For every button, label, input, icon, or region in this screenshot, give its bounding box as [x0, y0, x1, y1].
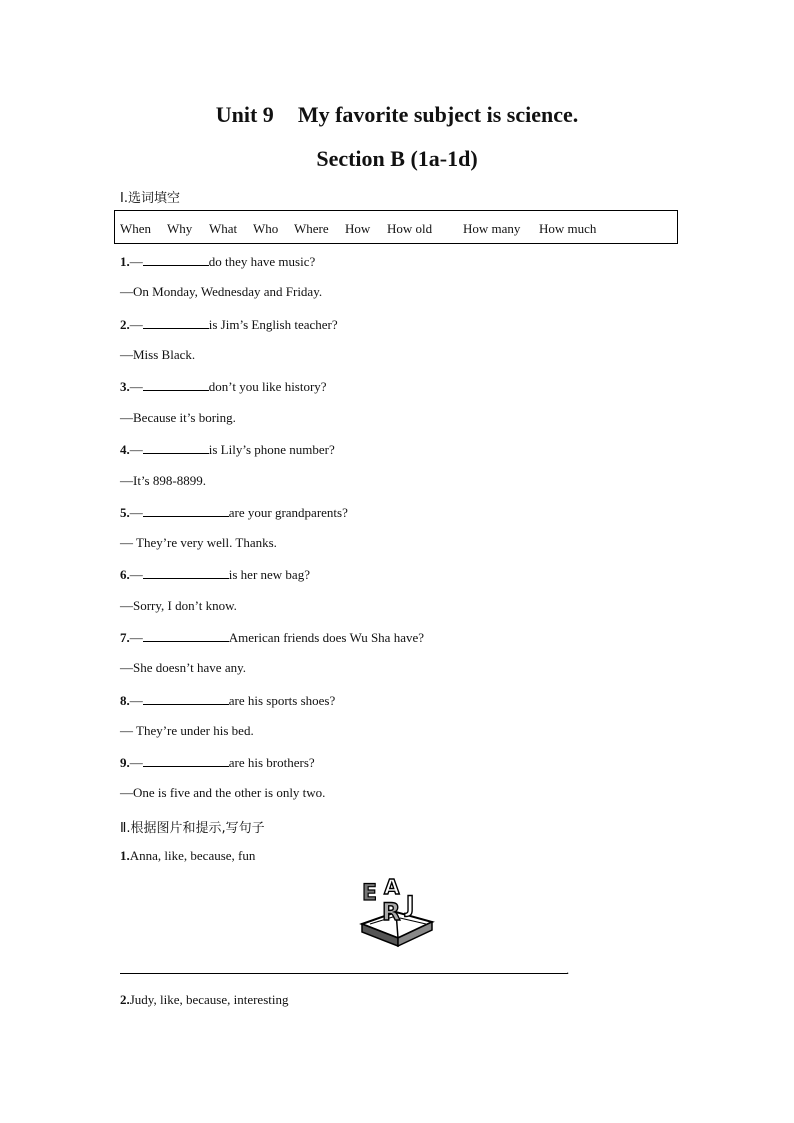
question-number: 5.	[120, 505, 130, 520]
answer-blank-5[interactable]	[143, 504, 229, 517]
question-4	[120, 441, 335, 458]
answer-line-end: .	[566, 962, 570, 977]
section-title: Section B (1a-1d)	[316, 146, 478, 171]
unit-title	[0, 102, 794, 128]
answer-blank-9[interactable]	[143, 754, 229, 767]
letter-r-glyph: R	[382, 898, 401, 926]
question-number: 3.	[120, 379, 130, 394]
answer-blank-8[interactable]	[143, 692, 229, 705]
word-bank-item: How much	[539, 221, 597, 236]
prompt-text: Anna, like, because, fun	[129, 848, 256, 863]
question-6	[120, 566, 310, 583]
answer-4: —It’s 898-8899.	[120, 473, 206, 488]
dash: —	[129, 630, 143, 645]
question-number: 1.	[120, 254, 130, 269]
word-bank-item: How	[345, 221, 371, 236]
answer-blank-4[interactable]	[143, 441, 209, 454]
letter-j-glyph: J	[406, 893, 415, 918]
word-bank-item: Who	[253, 221, 279, 236]
question-text: don’t you like history?	[208, 379, 327, 394]
dash: —	[129, 317, 143, 332]
letter-e-glyph: E	[362, 881, 378, 906]
answer-6: —Sorry, I don’t know.	[120, 598, 237, 613]
answer-5: — They’re very well. Thanks.	[120, 535, 277, 550]
prompt-2	[120, 992, 288, 1008]
answer-blank-6[interactable]	[143, 566, 229, 579]
part1-heading: Ⅰ.选词填空	[120, 191, 180, 206]
question-number: 7.	[120, 630, 130, 645]
question-text: are his sports shoes?	[228, 693, 336, 708]
dash: —	[129, 379, 143, 394]
answer-2: —Miss Black.	[120, 347, 196, 362]
part2-heading: Ⅱ.根据图片和提示,写句子	[120, 821, 265, 836]
word-bank-item: Where	[294, 221, 329, 236]
word-bank-item: How old	[387, 221, 433, 236]
question-number: 4.	[120, 442, 130, 457]
question-text: is Jim’s English teacher?	[208, 317, 338, 332]
question-number: 2.	[120, 317, 130, 332]
question-number: 6.	[120, 567, 130, 582]
question-1	[120, 253, 315, 270]
english-book-picture	[356, 872, 436, 950]
dash: —	[129, 693, 143, 708]
dash: —	[129, 254, 143, 269]
prompt-1	[120, 848, 255, 864]
answer-blank-7[interactable]	[143, 629, 229, 642]
question-9	[120, 754, 315, 771]
word-bank-item: What	[209, 221, 238, 236]
dash: —	[129, 567, 143, 582]
answer-blank-1[interactable]	[143, 253, 209, 266]
prompt-text: Judy, like, because, interesting	[129, 992, 289, 1007]
answer-blank-3[interactable]	[143, 378, 209, 391]
answer-3: —Because it’s boring.	[120, 410, 236, 425]
question-text: are his brothers?	[228, 755, 315, 770]
question-text: is Lily’s phone number?	[208, 442, 335, 457]
question-text: are your grandparents?	[228, 505, 348, 520]
answer-8: — They’re under his bed.	[120, 723, 254, 738]
answer-1: —On Monday, Wednesday and Friday.	[120, 284, 323, 299]
unit-number: Unit 9	[215, 102, 274, 127]
answer-blank-2[interactable]	[143, 316, 209, 329]
word-bank	[114, 210, 678, 244]
unit-main-title: My favorite subject is science.	[297, 102, 579, 127]
question-5	[120, 504, 348, 521]
question-8	[120, 692, 335, 709]
question-3	[120, 378, 327, 395]
question-number: 8.	[120, 693, 130, 708]
question-7	[120, 629, 424, 646]
prompt-number: 2.	[120, 992, 130, 1007]
word-bank-item: Why	[167, 221, 193, 236]
word-bank-item: When	[120, 221, 152, 236]
question-text: is her new bag?	[228, 567, 310, 582]
answer-9: —One is five and the other is only two.	[120, 785, 326, 800]
dash: —	[129, 505, 143, 520]
dash: —	[129, 442, 143, 457]
question-text: do they have music?	[208, 254, 316, 269]
prompt-number: 1.	[120, 848, 130, 863]
question-2	[120, 316, 338, 333]
question-number: 9.	[120, 755, 130, 770]
dash: —	[129, 755, 143, 770]
word-bank-item: How many	[463, 221, 521, 236]
answer-line-1[interactable]	[120, 973, 568, 974]
question-text: American friends does Wu Sha have?	[228, 630, 425, 645]
answer-7: —She doesn’t have any.	[120, 660, 247, 675]
letter-a-glyph: A	[384, 875, 400, 899]
